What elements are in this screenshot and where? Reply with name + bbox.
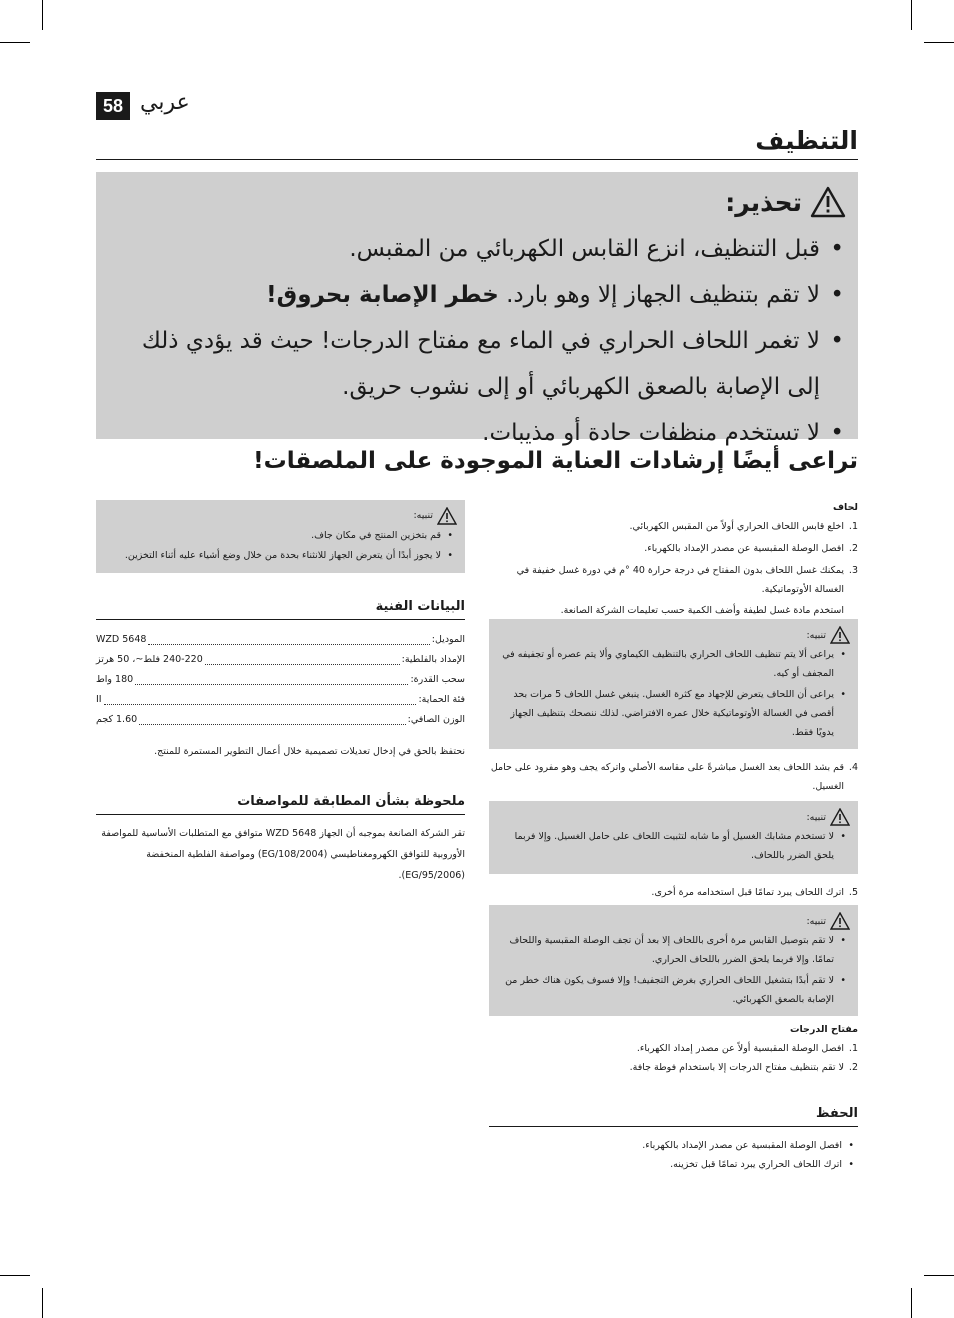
warning-list bbox=[108, 226, 846, 456]
page-title: التنظيف bbox=[755, 126, 858, 155]
switch-heading: مفتاح الدرجات bbox=[789, 1024, 858, 1035]
step-text: افصل الوصلة المقبسية عن مصدر الإمداد بالكهرباء. bbox=[644, 543, 844, 554]
warning-item bbox=[108, 318, 846, 410]
step-item bbox=[489, 561, 858, 599]
spec-leader bbox=[104, 704, 417, 705]
notice-list bbox=[104, 526, 457, 566]
warning-item-text: لا تغمر اللحاف الحراري في الماء مع مفتاح الدرجات! حيث قد يؤدي ذلك إلى الإصابة بالصعق الكهربائي أو إلى نشوب حريق. bbox=[141, 328, 820, 400]
title-divider bbox=[96, 159, 858, 160]
detergent-note: استخدم مادة غسل لطيفة وأضف الكمية حسب تعليمات الشركة الصانعة. bbox=[560, 605, 844, 616]
step-item bbox=[489, 1039, 858, 1058]
spec-value: 180 واط bbox=[96, 674, 134, 685]
spec-leader bbox=[148, 644, 429, 645]
spec-row bbox=[96, 670, 465, 690]
switch-steps bbox=[489, 1039, 858, 1077]
step-text: اخلع قابس اللحاف الحراري أولاً من المقبس الكهربائي. bbox=[629, 521, 844, 532]
step-item bbox=[489, 883, 858, 902]
spec-value: WZD 5648 bbox=[96, 634, 147, 645]
notice-item: • لا تقم أبدًا بتشغيل اللحاف الحراري بغرض التجفيف! وإلا فسوف يكون هناك خطر من الإصابة بالصعق الكهربائي. bbox=[497, 971, 850, 1009]
notice-heading: تنبيه: bbox=[413, 510, 433, 521]
notice-item: • يراعى ألا يتم تنظيف اللحاف الحراري بالتنظيف الكيماوي وألا يتم عصره أو تجفيفه في المجفف أو كيه. bbox=[497, 645, 850, 683]
step-item bbox=[489, 517, 858, 536]
switch-section bbox=[489, 1020, 858, 1077]
step-5 bbox=[489, 883, 858, 902]
step-text: لا تقم بتنظيف مفتاح الدرجات إلا باستخدام فوطة جافة. bbox=[629, 1062, 844, 1073]
warning-triangle-icon bbox=[437, 507, 457, 525]
care-label-notice: تراعى أيضًا إرشادات العناية الموجودة على الملصقات! bbox=[253, 448, 858, 474]
step-number: 2. bbox=[848, 1062, 858, 1073]
storage-section bbox=[489, 1104, 858, 1174]
step-text: اترك اللحاف يبرد تمامًا قبل استخدامه مرة أخرى. bbox=[651, 887, 844, 898]
notice-list bbox=[497, 827, 850, 865]
step-number: 1. bbox=[848, 521, 858, 532]
notice-item: • قم بتخزين المنتج في مكان جاف. bbox=[104, 526, 457, 546]
spec-label: سحب القدرة: bbox=[410, 674, 465, 685]
step-number: 1. bbox=[848, 1043, 858, 1054]
spec-label: الموديل: bbox=[431, 634, 465, 645]
step-text: قم بشد اللحاف بعد الغسل مباشرةً على مقاسه الأصلي واتركه يجف وهو مفرود على حامل الغسيل. bbox=[490, 762, 844, 792]
crop-mark bbox=[911, 1288, 912, 1318]
conformity-title: ملحوظة بشأن المطابقة للمواصفات bbox=[237, 794, 465, 809]
step-number: 3. bbox=[848, 565, 858, 576]
language-label: عربي bbox=[140, 90, 190, 115]
warning-triangle-icon bbox=[810, 186, 846, 218]
notice-header bbox=[104, 506, 457, 526]
spec-row bbox=[96, 650, 465, 670]
notice-heading: تنبيه: bbox=[806, 915, 826, 927]
notice-item: • لا تقم بتوصيل القابس مرة أخرى باللحاف إلا بعد أن تجف الوصلة المقبسية واللحاف تمامًا. وإلا فربما يلحق الضرر باللحاف الحراري. bbox=[497, 931, 850, 969]
step-item bbox=[489, 758, 858, 796]
storage-notice-box bbox=[96, 500, 465, 573]
conformity-text: تقر الشركة الصانعة بموجبه أن الجهاز WZD 5648 متوافق مع المتطلبات الأساسية للمواصفة الأوروبية للتوافق الكهرومغناطيسي (EG/108/2004) ومواصفة الفلطية المنخفضة (EG/95/2006). bbox=[101, 828, 465, 881]
notice-box-3 bbox=[489, 905, 858, 1016]
crop-mark bbox=[0, 42, 30, 43]
warning-item-text: قبل التنظيف، انزع القابس الكهربائي من المقبس. bbox=[349, 236, 820, 262]
crop-mark bbox=[924, 1275, 954, 1276]
spec-value: 1.60 كجم bbox=[96, 714, 138, 725]
warning-heading: تحذير: bbox=[725, 187, 802, 217]
notice-item: • لا تستخدم مشابك الغسيل أو ما شابه لتثبيت اللحاف على حامل الغسيل. وإلا فربما يلحق الضرر باللحاف. bbox=[497, 827, 850, 865]
spec-label: الوزن الصافي: bbox=[407, 714, 465, 725]
blanket-steps bbox=[489, 758, 858, 796]
step-text: يمكنك غسل اللحاف بدون المفتاح في درجة حرارة 40 °م في دورة غسل خفيفة في الغسالة الأوتوماتيكية. bbox=[516, 565, 844, 595]
section-divider bbox=[489, 1126, 858, 1127]
notice-item: • يراعى أن اللحاف يتعرض للإجهاد مع كثرة الغسل. ينبغي غسل اللحاف 5 مرات بحد أقصى في الغسالة الأوتوماتيكية خلال عمره الافتراضي. لذلك ننصحك بتنظيف الجهاز يدويًا فقط. bbox=[497, 685, 850, 742]
spec-leader bbox=[135, 684, 408, 685]
spec-leader bbox=[205, 664, 400, 665]
section-divider bbox=[96, 619, 465, 620]
warning-item bbox=[108, 272, 846, 318]
notice-header bbox=[497, 807, 850, 827]
spec-value: II bbox=[96, 694, 102, 705]
blanket-steps bbox=[489, 517, 858, 599]
warning-item-text: لا تستخدم منظفات حادة أو مذيبات. bbox=[482, 420, 820, 446]
warning-box bbox=[96, 172, 858, 446]
warning-triangle-icon bbox=[830, 912, 850, 930]
crop-mark bbox=[42, 1288, 43, 1318]
page-number: 58 bbox=[96, 92, 130, 120]
notice-header bbox=[497, 625, 850, 645]
warning-item-text: لا تقم بتنظيف الجهاز إلا وهو بارد. bbox=[506, 282, 820, 308]
tech-data-section bbox=[96, 597, 465, 762]
notice-item: • لا يجوز أبدًا أن يتعرض الجهاز للانثناء بحدة من خلال وضع أشياء عليه أثناء التخزين. bbox=[104, 546, 457, 566]
warning-triangle-icon bbox=[830, 626, 850, 644]
step-number: 2. bbox=[848, 543, 858, 554]
warning-header bbox=[108, 182, 846, 222]
notice-heading: تنبيه: bbox=[806, 629, 826, 641]
step-text: افصل الوصلة المقبسية أولاً عن مصدر إمداد الكهرباء. bbox=[636, 1043, 844, 1054]
step-number: 4. bbox=[848, 762, 858, 773]
spec-leader bbox=[139, 724, 405, 725]
section-divider bbox=[96, 814, 465, 815]
warning-item bbox=[108, 226, 846, 272]
notice-header bbox=[497, 911, 850, 931]
notice-box-1 bbox=[489, 619, 858, 749]
spec-label: الإمداد بالفلطية: bbox=[401, 654, 465, 665]
step-item bbox=[489, 1058, 858, 1077]
notice-list bbox=[497, 645, 850, 742]
storage-item: • اترك اللحاف الحراري يبرد تمامًا قبل تخزينه. bbox=[489, 1155, 858, 1174]
design-change-note: نحتفظ بالحق في إدخال تعديلات تصميمية خلال أعمال التطوير المستمرة للمنتج. bbox=[154, 746, 465, 757]
tech-data-title: البيانات الفنية bbox=[375, 599, 465, 614]
crop-mark bbox=[911, 0, 912, 30]
notice-heading: تنبيه: bbox=[806, 811, 826, 823]
notice-list bbox=[497, 931, 850, 1009]
blanket-section bbox=[489, 498, 858, 620]
step-number: 5. bbox=[848, 887, 858, 898]
notice-box-2 bbox=[489, 801, 858, 874]
spec-row bbox=[96, 630, 465, 650]
blanket-heading: لحاف bbox=[832, 502, 858, 513]
conformity-section bbox=[96, 792, 465, 886]
storage-list bbox=[489, 1136, 858, 1174]
crop-mark bbox=[42, 0, 43, 30]
storage-item: • افصل الوصلة المقبسية عن مصدر الإمداد بالكهرباء. bbox=[489, 1136, 858, 1155]
spec-row bbox=[96, 690, 465, 710]
crop-mark bbox=[0, 1275, 30, 1276]
spec-row bbox=[96, 710, 465, 730]
spec-value: 240-220 فلط~، 50 هرتز bbox=[96, 654, 203, 665]
crop-mark bbox=[924, 42, 954, 43]
storage-title: الحفظ bbox=[816, 1106, 858, 1121]
spec-label: فئة الحماية: bbox=[418, 694, 465, 705]
blanket-steps bbox=[489, 883, 858, 902]
burn-hazard-text: خطر الإصابة بحروق! bbox=[266, 282, 499, 308]
warning-triangle-icon bbox=[830, 808, 850, 826]
step-item bbox=[489, 539, 858, 558]
step-4 bbox=[489, 758, 858, 796]
